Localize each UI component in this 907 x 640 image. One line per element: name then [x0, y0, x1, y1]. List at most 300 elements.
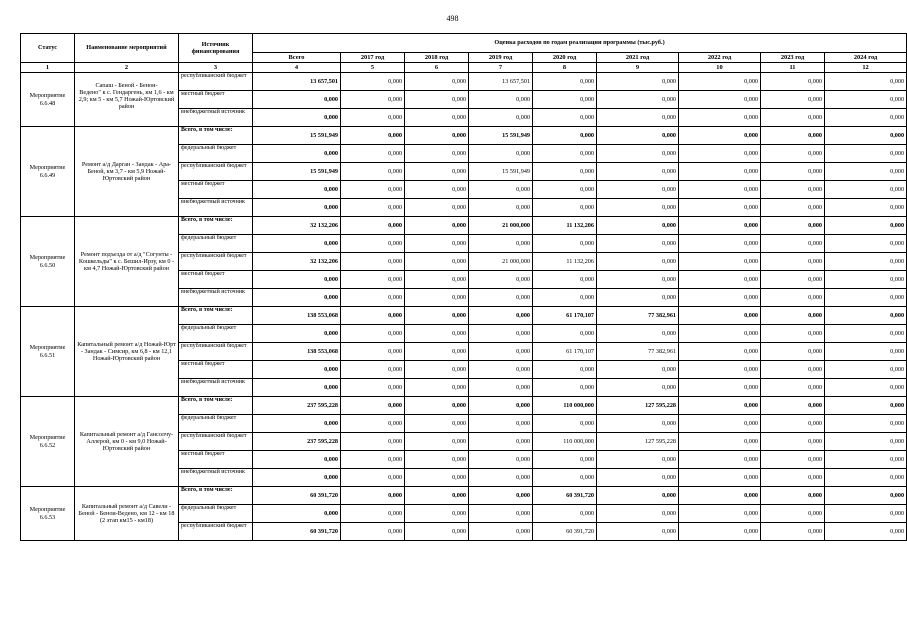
source-cell: местный бюджет	[179, 181, 253, 199]
value-cell: 0,000	[761, 523, 825, 541]
table-row	[21, 487, 907, 505]
value-cell: 0,000	[597, 73, 679, 91]
value-cell: 0,000	[405, 415, 469, 433]
value-cell: 0,000	[761, 433, 825, 451]
header-number-9: 10	[679, 63, 761, 73]
source-cell: внебюджетный источник	[179, 199, 253, 217]
value-cell: 0,000	[341, 91, 405, 109]
total-cell: 0,000	[253, 379, 341, 397]
value-cell: 0,000	[533, 91, 597, 109]
value-cell: 0,000	[341, 433, 405, 451]
total-cell: 32 132,206	[253, 253, 341, 271]
value-cell: 0,000	[761, 163, 825, 181]
header-number-0: 1	[21, 63, 75, 73]
value-cell: 0,000	[533, 73, 597, 91]
value-cell: 0,000	[825, 181, 907, 199]
value-cell: 0,000	[597, 91, 679, 109]
value-cell: 0,000	[405, 451, 469, 469]
value-cell: 0,000	[761, 181, 825, 199]
value-cell: 0,000	[341, 469, 405, 487]
value-cell: 0,000	[597, 217, 679, 235]
value-cell: 0,000	[825, 523, 907, 541]
value-cell: 0,000	[825, 163, 907, 181]
total-cell: 0,000	[253, 415, 341, 433]
status-cell: Мероприятие 6.6.53	[21, 487, 75, 541]
table-row	[21, 217, 907, 235]
value-cell: 127 595,228	[597, 397, 679, 415]
value-cell: 0,000	[341, 163, 405, 181]
value-cell: 0,000	[597, 163, 679, 181]
value-cell: 0,000	[405, 91, 469, 109]
value-cell: 0,000	[341, 415, 405, 433]
value-cell: 0,000	[679, 271, 761, 289]
header-number-8: 9	[597, 63, 679, 73]
value-cell: 0,000	[597, 415, 679, 433]
name-cell: Капитальный ремонт а/д Савели - Беной - Бенои-Ведено, км 12 - км 18 (2 этап км15 - км18)	[75, 487, 179, 541]
value-cell: 0,000	[761, 307, 825, 325]
value-cell: 0,000	[825, 127, 907, 145]
source-cell: внебюджетный источник	[179, 379, 253, 397]
value-cell: 0,000	[825, 397, 907, 415]
value-cell: 0,000	[405, 361, 469, 379]
value-cell: 15 591,949	[469, 127, 533, 145]
value-cell: 0,000	[761, 343, 825, 361]
total-cell: 237 595,228	[253, 433, 341, 451]
source-cell: федеральный бюджет	[179, 235, 253, 253]
value-cell: 0,000	[679, 415, 761, 433]
header-number-7: 8	[533, 63, 597, 73]
value-cell: 0,000	[469, 199, 533, 217]
value-cell: 0,000	[341, 325, 405, 343]
header-col-7: 2023 год	[761, 53, 825, 63]
value-cell: 0,000	[761, 235, 825, 253]
value-cell: 0,000	[405, 73, 469, 91]
total-cell: 13 657,501	[253, 73, 341, 91]
value-cell: 0,000	[341, 199, 405, 217]
value-cell: 0,000	[405, 127, 469, 145]
source-cell: федеральный бюджет	[179, 325, 253, 343]
value-cell: 0,000	[405, 379, 469, 397]
header-col-4: 2020 год	[533, 53, 597, 63]
value-cell: 0,000	[341, 109, 405, 127]
total-cell: 15 591,949	[253, 163, 341, 181]
value-cell: 0,000	[761, 487, 825, 505]
value-cell: 0,000	[405, 487, 469, 505]
budget-table-wrapper	[20, 33, 905, 609]
value-cell: 11 132,206	[533, 217, 597, 235]
header-estimate: Оценка расходов по годам реализации программы (тыс.руб.)	[253, 34, 907, 53]
total-cell: 138 553,068	[253, 343, 341, 361]
source-cell: внебюджетный источник	[179, 469, 253, 487]
value-cell: 0,000	[597, 109, 679, 127]
value-cell: 0,000	[469, 307, 533, 325]
header-number-5: 6	[405, 63, 469, 73]
total-cell: 0,000	[253, 469, 341, 487]
value-cell: 0,000	[679, 127, 761, 145]
value-cell: 0,000	[533, 235, 597, 253]
value-cell: 0,000	[341, 505, 405, 523]
source-cell: местный бюджет	[179, 451, 253, 469]
value-cell: 110 000,000	[533, 433, 597, 451]
header-col-2: 2018 год	[405, 53, 469, 63]
header-number-1: 2	[75, 63, 179, 73]
value-cell: 0,000	[405, 433, 469, 451]
value-cell: 0,000	[761, 271, 825, 289]
value-cell: 0,000	[679, 163, 761, 181]
value-cell: 0,000	[405, 523, 469, 541]
value-cell: 0,000	[597, 271, 679, 289]
value-cell: 0,000	[679, 307, 761, 325]
value-cell: 0,000	[469, 415, 533, 433]
value-cell: 0,000	[533, 361, 597, 379]
name-cell-top-fragment: Сапаш - Беной - Бенои-	[95, 81, 158, 89]
value-cell: 0,000	[679, 433, 761, 451]
value-cell: 0,000	[761, 199, 825, 217]
value-cell: 0,000	[825, 307, 907, 325]
value-cell: 0,000	[341, 451, 405, 469]
value-cell: 0,000	[469, 397, 533, 415]
value-cell: 0,000	[761, 253, 825, 271]
value-cell: 0,000	[469, 469, 533, 487]
value-cell: 0,000	[469, 145, 533, 163]
value-cell: 77 382,961	[597, 343, 679, 361]
value-cell: 60 391,720	[533, 487, 597, 505]
value-cell: 0,000	[533, 379, 597, 397]
table-row	[21, 127, 907, 145]
value-cell: 0,000	[469, 505, 533, 523]
value-cell: 0,000	[825, 199, 907, 217]
value-cell: 0,000	[469, 379, 533, 397]
budget-table	[20, 33, 907, 541]
value-cell: 0,000	[533, 415, 597, 433]
value-cell: 0,000	[679, 469, 761, 487]
value-cell: 0,000	[469, 433, 533, 451]
value-cell: 0,000	[597, 253, 679, 271]
value-cell: 0,000	[405, 235, 469, 253]
value-cell: 0,000	[825, 361, 907, 379]
header-number-10: 11	[761, 63, 825, 73]
value-cell: 0,000	[533, 199, 597, 217]
header-col-6: 2022 год	[679, 53, 761, 63]
value-cell: 0,000	[597, 127, 679, 145]
name-cell	[75, 73, 179, 127]
value-cell: 0,000	[825, 379, 907, 397]
total-cell: 0,000	[253, 145, 341, 163]
value-cell: 0,000	[597, 523, 679, 541]
value-cell: 0,000	[679, 487, 761, 505]
total-cell: 0,000	[253, 271, 341, 289]
value-cell: 0,000	[761, 397, 825, 415]
value-cell: 0,000	[825, 235, 907, 253]
value-cell: 0,000	[597, 451, 679, 469]
header-col-8: 2024 год	[825, 53, 907, 63]
value-cell: 0,000	[405, 325, 469, 343]
value-cell: 0,000	[679, 181, 761, 199]
value-cell: 0,000	[469, 523, 533, 541]
value-cell: 0,000	[761, 289, 825, 307]
value-cell: 0,000	[825, 343, 907, 361]
header-number-3: 4	[253, 63, 341, 73]
value-cell: 61 170,107	[533, 343, 597, 361]
value-cell: 0,000	[341, 145, 405, 163]
value-cell: 0,000	[679, 91, 761, 109]
value-cell: 0,000	[469, 109, 533, 127]
source-cell: республиканский бюджет	[179, 433, 253, 451]
total-cell: 138 553,068	[253, 307, 341, 325]
value-cell: 0,000	[679, 289, 761, 307]
value-cell: 0,000	[341, 289, 405, 307]
value-cell: 0,000	[679, 325, 761, 343]
value-cell: 61 170,107	[533, 307, 597, 325]
total-cell: 0,000	[253, 325, 341, 343]
source-cell: местный бюджет	[179, 271, 253, 289]
page-number: 498	[446, 14, 459, 23]
value-cell: 0,000	[533, 451, 597, 469]
value-cell: 0,000	[405, 469, 469, 487]
value-cell: 0,000	[405, 199, 469, 217]
value-cell: 0,000	[405, 253, 469, 271]
value-cell: 0,000	[341, 217, 405, 235]
status-cell: Мероприятие 6.6.48	[21, 73, 75, 127]
value-cell: 0,000	[679, 505, 761, 523]
total-cell: 0,000	[253, 235, 341, 253]
value-cell: 0,000	[533, 469, 597, 487]
value-cell: 0,000	[341, 73, 405, 91]
value-cell: 0,000	[341, 487, 405, 505]
value-cell: 0,000	[679, 73, 761, 91]
table-row	[21, 307, 907, 325]
value-cell: 0,000	[679, 145, 761, 163]
source-cell: республиканский бюджет	[179, 253, 253, 271]
value-cell: 0,000	[825, 145, 907, 163]
value-cell: 0,000	[533, 181, 597, 199]
value-cell: 0,000	[597, 181, 679, 199]
value-cell: 0,000	[825, 433, 907, 451]
total-cell: 0,000	[253, 199, 341, 217]
value-cell: 0,000	[469, 181, 533, 199]
name-cell: Капитальный ремонт а/д Гансолчу-Аллерой, км 0 - км 9,0 Ножай-Юртовский район	[75, 397, 179, 487]
header-number-4: 5	[341, 63, 405, 73]
value-cell: 0,000	[405, 397, 469, 415]
value-cell: 0,000	[761, 127, 825, 145]
value-cell: 0,000	[761, 451, 825, 469]
header-name: Наименование мероприятий	[75, 34, 179, 63]
source-cell: республиканский бюджет	[179, 523, 253, 541]
value-cell: 0,000	[597, 199, 679, 217]
header-col-5: 2021 год	[597, 53, 679, 63]
value-cell: 0,000	[533, 289, 597, 307]
status-cell: Мероприятие 6.6.49	[21, 127, 75, 217]
value-cell: 0,000	[469, 487, 533, 505]
total-cell: 15 591,949	[253, 127, 341, 145]
value-cell: 0,000	[341, 343, 405, 361]
value-cell: 0,000	[341, 397, 405, 415]
value-cell: 0,000	[761, 361, 825, 379]
value-cell: 0,000	[825, 325, 907, 343]
source-cell: федеральный бюджет	[179, 145, 253, 163]
total-cell: 0,000	[253, 181, 341, 199]
total-cell: 0,000	[253, 505, 341, 523]
source-cell: республиканский бюджет	[179, 343, 253, 361]
value-cell: 0,000	[679, 397, 761, 415]
value-cell: 0,000	[761, 505, 825, 523]
value-cell: 0,000	[469, 343, 533, 361]
value-cell: 0,000	[825, 91, 907, 109]
value-cell: 21 000,000	[469, 217, 533, 235]
name-cell: Капитальный ремонт а/д Ножай-Юрт - Зандак - Симсир, км 6,8 - км 12,1 Ножай-Юртовский район	[75, 307, 179, 397]
value-cell: 0,000	[679, 451, 761, 469]
source-cell: местный бюджет	[179, 91, 253, 109]
value-cell: 0,000	[405, 343, 469, 361]
value-cell: 0,000	[825, 469, 907, 487]
value-cell: 11 132,206	[533, 253, 597, 271]
value-cell: 0,000	[597, 235, 679, 253]
value-cell: 0,000	[533, 163, 597, 181]
header-number-6: 7	[469, 63, 533, 73]
name-cell-text: Ведено" к с. Гендаргень, км 1,6 - км 2,9; км 5 - км 5,7 Ножай-Юртовский район	[78, 88, 175, 111]
value-cell: 0,000	[469, 289, 533, 307]
value-cell: 0,000	[825, 217, 907, 235]
value-cell: 0,000	[679, 343, 761, 361]
header-number-11: 12	[825, 63, 907, 73]
value-cell: 0,000	[341, 307, 405, 325]
source-cell: Всего, в том числе:	[179, 397, 253, 415]
value-cell: 0,000	[405, 289, 469, 307]
value-cell: 77 382,961	[597, 307, 679, 325]
value-cell: 0,000	[597, 361, 679, 379]
total-cell: 60 391,720	[253, 487, 341, 505]
value-cell: 0,000	[597, 469, 679, 487]
value-cell: 0,000	[761, 73, 825, 91]
source-cell: внебюджетный источник	[179, 289, 253, 307]
value-cell: 0,000	[679, 109, 761, 127]
value-cell: 127 595,228	[597, 433, 679, 451]
value-cell: 0,000	[341, 253, 405, 271]
total-cell: 0,000	[253, 109, 341, 127]
value-cell: 0,000	[533, 145, 597, 163]
value-cell: 0,000	[405, 109, 469, 127]
value-cell: 15 591,949	[469, 163, 533, 181]
value-cell: 0,000	[405, 271, 469, 289]
value-cell: 0,000	[679, 523, 761, 541]
value-cell: 13 657,501	[469, 73, 533, 91]
value-cell: 0,000	[825, 505, 907, 523]
name-cell: Ремонт подъезда от а/д "Согунты - Кошкельды" к с. Бешил-Ирзу, км 0 - км 4,7 Ножай-Юртовский район	[75, 217, 179, 307]
table-row	[21, 397, 907, 415]
value-cell: 0,000	[679, 217, 761, 235]
source-cell: Всего, в том числе:	[179, 307, 253, 325]
source-cell: Всего, в том числе:	[179, 217, 253, 235]
value-cell: 0,000	[341, 361, 405, 379]
value-cell: 0,000	[761, 217, 825, 235]
value-cell: 0,000	[341, 379, 405, 397]
value-cell: 0,000	[679, 253, 761, 271]
value-cell: 110 000,000	[533, 397, 597, 415]
value-cell: 0,000	[341, 523, 405, 541]
value-cell: 0,000	[533, 325, 597, 343]
value-cell: 0,000	[825, 109, 907, 127]
value-cell: 0,000	[761, 145, 825, 163]
value-cell: 0,000	[405, 163, 469, 181]
value-cell: 0,000	[679, 199, 761, 217]
value-cell: 0,000	[679, 379, 761, 397]
total-cell: 60 391,720	[253, 523, 341, 541]
value-cell: 0,000	[597, 145, 679, 163]
value-cell: 0,000	[761, 469, 825, 487]
value-cell: 0,000	[825, 289, 907, 307]
value-cell: 0,000	[597, 289, 679, 307]
value-cell: 21 000,000	[469, 253, 533, 271]
source-cell: Всего, в том числе:	[179, 127, 253, 145]
value-cell: 0,000	[597, 505, 679, 523]
table-row	[21, 73, 907, 91]
total-cell: 32 132,206	[253, 217, 341, 235]
value-cell: 0,000	[469, 235, 533, 253]
value-cell: 0,000	[597, 325, 679, 343]
header-status: Статус	[21, 34, 75, 63]
header-col-1: 2017 год	[341, 53, 405, 63]
value-cell: 0,000	[405, 307, 469, 325]
value-cell: 0,000	[597, 487, 679, 505]
source-cell: республиканский бюджет	[179, 163, 253, 181]
value-cell: 0,000	[533, 271, 597, 289]
total-cell: 0,000	[253, 451, 341, 469]
source-cell: федеральный бюджет	[179, 505, 253, 523]
value-cell: 0,000	[341, 181, 405, 199]
status-cell: Мероприятие 6.6.52	[21, 397, 75, 487]
value-cell: 0,000	[679, 235, 761, 253]
value-cell: 0,000	[469, 325, 533, 343]
total-cell: 237 595,228	[253, 397, 341, 415]
value-cell: 0,000	[533, 127, 597, 145]
source-cell: местный бюджет	[179, 361, 253, 379]
value-cell: 0,000	[761, 91, 825, 109]
value-cell: 0,000	[825, 487, 907, 505]
value-cell: 0,000	[405, 181, 469, 199]
value-cell: 0,000	[469, 451, 533, 469]
header-col-3: 2019 год	[469, 53, 533, 63]
value-cell: 0,000	[469, 91, 533, 109]
value-cell: 0,000	[469, 271, 533, 289]
value-cell: 0,000	[405, 505, 469, 523]
value-cell: 0,000	[597, 379, 679, 397]
value-cell: 0,000	[825, 271, 907, 289]
name-cell: Ремонт а/д Дарган - Зандак - Ара-Беной, км 3,7 - км 5,9 Ножай-Юртовский район	[75, 127, 179, 217]
value-cell: 0,000	[469, 361, 533, 379]
value-cell: 0,000	[679, 361, 761, 379]
status-cell: Мероприятие 6.6.51	[21, 307, 75, 397]
value-cell: 0,000	[825, 451, 907, 469]
value-cell: 0,000	[533, 109, 597, 127]
source-cell: внебюджетный источник	[179, 109, 253, 127]
header-col-0: Всего	[253, 53, 341, 63]
total-cell: 0,000	[253, 91, 341, 109]
value-cell: 0,000	[825, 73, 907, 91]
value-cell: 0,000	[341, 127, 405, 145]
value-cell: 60 391,720	[533, 523, 597, 541]
header-number-2: 3	[179, 63, 253, 73]
total-cell: 0,000	[253, 361, 341, 379]
value-cell: 0,000	[405, 217, 469, 235]
value-cell: 0,000	[533, 505, 597, 523]
source-cell: республиканский бюджет	[179, 73, 253, 91]
total-cell: 0,000	[253, 289, 341, 307]
value-cell: 0,000	[761, 325, 825, 343]
source-cell: Всего, в том числе:	[179, 487, 253, 505]
value-cell: 0,000	[405, 145, 469, 163]
value-cell: 0,000	[761, 109, 825, 127]
value-cell: 0,000	[341, 271, 405, 289]
